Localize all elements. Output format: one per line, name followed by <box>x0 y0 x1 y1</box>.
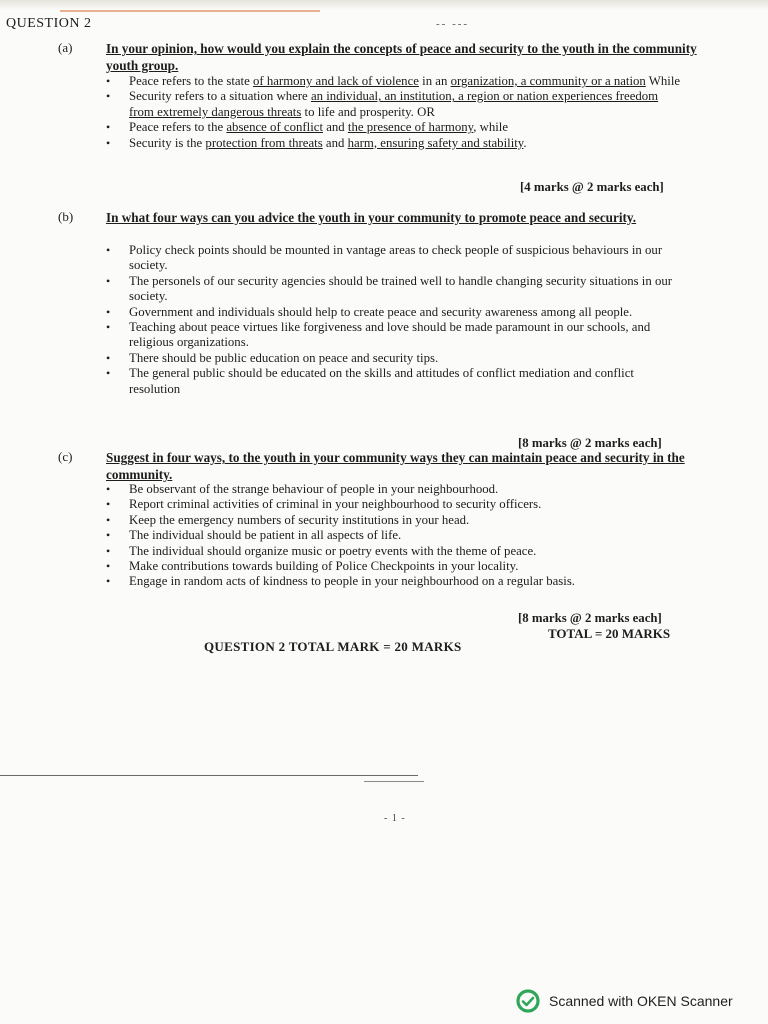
bullet-icon: • <box>106 273 111 288</box>
bullet-icon: • <box>106 243 111 257</box>
answer-item <box>106 89 686 120</box>
answer-item <box>106 366 686 397</box>
answer-item <box>106 243 686 274</box>
answer-keyphrase: organization, a community or a nation <box>450 74 646 88</box>
answer-text: Security is the <box>129 135 206 150</box>
answer-text: Be observant of the strange behaviour of people in your neighbourhood. <box>129 482 499 496</box>
answer-text: There should be public education on peace and security tips. <box>129 350 439 365</box>
answer-text: Teaching about peace virtues like forgiveness and love should be made paramount in our schools, and religious organizations. <box>129 320 651 350</box>
bullet-icon: • <box>106 350 111 365</box>
answer-text: to life and prosperity. OR <box>301 104 435 119</box>
part-a-question: In your opinion, how would you explain the concepts of peace and security to the youth in the community youth group. <box>106 41 697 73</box>
answer-text: . <box>523 135 527 150</box>
answer-text: Peace refers to the state <box>129 74 253 88</box>
answer-item <box>106 513 686 528</box>
answer-text: The individual should organize music or poetry events with the theme of peace. <box>129 543 537 558</box>
answer-keyphrase: of harmony and lack of violence <box>253 74 419 88</box>
answer-text: Policy check points should be mounted in vantage areas to check people of suspicious behaviours in our society. <box>129 243 663 273</box>
part-b-question: In what four ways can you advice the youth in your community to promote peace and security. <box>106 210 637 225</box>
answer-text: Security refers to a situation where <box>129 89 311 104</box>
part-c-label: (c) <box>58 449 73 464</box>
bullet-icon: • <box>106 528 111 543</box>
bullet-icon: • <box>106 320 111 335</box>
answer-item <box>106 274 686 305</box>
answer-text: Make contributions towards building of Police Checkpoints in your locality. <box>129 559 519 574</box>
bottom-divider-short <box>364 781 424 782</box>
answer-item <box>106 482 686 497</box>
answer-text: in an <box>418 74 451 88</box>
grand-total: TOTAL = 20 MARKS <box>548 626 671 641</box>
scanner-text: Scanned with OKEN Scanner <box>549 993 733 1009</box>
bullet-icon: • <box>106 135 111 150</box>
answer-text: The individual should be patient in all aspects of life. <box>129 528 402 543</box>
part-b-marks: [8 marks @ 2 marks each] <box>518 436 662 450</box>
answer-item <box>106 320 686 351</box>
answer-text: Report criminal activities of criminal in your neighbourhood to security officers. <box>129 497 542 512</box>
answer-text: The personels of our security agencies should be trained well to handle changing security situations in our society. <box>129 273 673 304</box>
scanner-watermark <box>516 989 733 1013</box>
bullet-icon: • <box>106 482 111 496</box>
answer-text: , while <box>473 120 509 135</box>
answer-text: The general public should be educated on the skills and attitudes of conflict mediation and conflict resolution <box>129 366 634 396</box>
answer-keyphrase: an individual, an institution, a region or nation experiences freedom from extremely dangerous threats <box>129 89 659 119</box>
question-title: QUESTION 2 <box>6 16 92 31</box>
answer-item <box>106 544 686 559</box>
answer-item <box>106 136 686 151</box>
answer-keyphrase: the presence of harmony <box>347 120 474 135</box>
answer-text: and <box>322 135 348 150</box>
question-total: QUESTION 2 TOTAL MARK = 20 MARKS <box>204 639 462 654</box>
part-c-question: Suggest in four ways, to the youth in your community ways they can maintain peace and security in the community. <box>106 450 685 482</box>
bullet-icon: • <box>106 120 111 135</box>
answer-item <box>106 120 686 135</box>
bullet-icon: • <box>106 497 111 512</box>
answer-item <box>106 528 686 543</box>
header-mark: -- --- <box>436 18 470 30</box>
part-c-marks: [8 marks @ 2 marks each] <box>518 611 662 625</box>
part-b-label: (b) <box>58 209 74 224</box>
scan-top-shadow <box>0 0 768 10</box>
answer-text: and <box>323 120 348 135</box>
bottom-divider <box>0 775 418 776</box>
answer-item <box>106 351 686 366</box>
answer-keyphrase: harm, ensuring safety and stability <box>347 135 524 150</box>
bullet-icon: • <box>106 304 111 319</box>
bullet-icon: • <box>106 74 111 88</box>
answer-item <box>106 497 686 512</box>
part-a-label: (a) <box>58 40 73 55</box>
answer-keyphrase: absence of conflict <box>226 120 323 135</box>
bullet-icon: • <box>106 543 111 558</box>
answer-item <box>106 305 686 320</box>
answer-text: While <box>645 74 681 88</box>
bullet-icon: • <box>106 89 111 104</box>
answer-item <box>106 74 686 89</box>
answer-text: Keep the emergency numbers of security institutions in your head. <box>129 512 470 527</box>
page-number: - 1 - <box>384 813 406 824</box>
bullet-icon: • <box>106 366 111 381</box>
part-c-answers <box>106 482 686 590</box>
answer-text: Government and individuals should help to create peace and security awareness among all people. <box>129 304 633 319</box>
part-a-marks: [4 marks @ 2 marks each] <box>520 180 664 194</box>
answer-keyphrase: protection from threats <box>205 135 323 150</box>
oken-scanner-logo-icon <box>516 989 540 1013</box>
answer-text: Engage in random acts of kindness to people in your neighbourhood on a regular basis. <box>129 574 576 589</box>
bullet-icon: • <box>106 512 111 527</box>
bullet-icon: • <box>106 574 111 589</box>
scan-top-stripe <box>60 10 320 12</box>
part-a-answers <box>106 74 686 151</box>
part-b-answers <box>106 243 686 397</box>
bullet-icon: • <box>106 559 111 574</box>
answer-text: Peace refers to the <box>129 120 227 135</box>
answer-item <box>106 574 686 589</box>
answer-item <box>106 559 686 574</box>
